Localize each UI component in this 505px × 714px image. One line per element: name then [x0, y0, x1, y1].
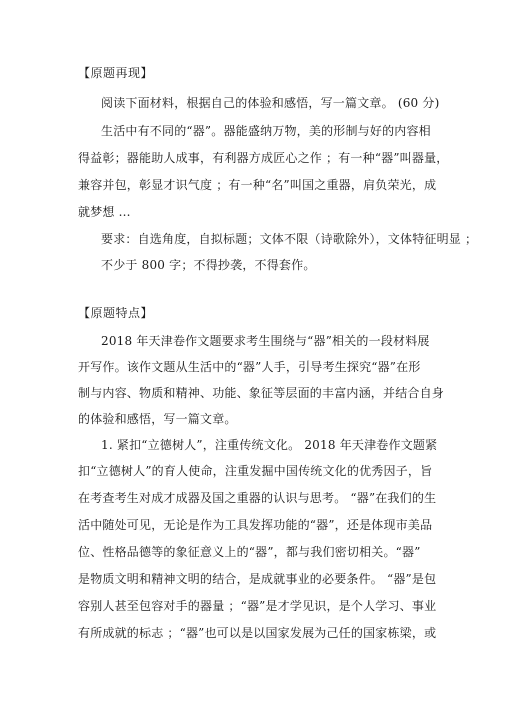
section-heading-question-features: 【原题特点】: [78, 306, 154, 320]
requirement-line-2: 不少于 800 字；不得抄袭，不得套作。: [101, 258, 316, 272]
analysis-line-4: 的体验和感悟，写一篇文章。: [78, 412, 237, 426]
analysis-line-8: 活中随处可见，无论是作为工具发挥功能的“器”，还是体现市美品: [78, 518, 433, 532]
analysis-line-1: 2018 年天津卷作文题要求考生围绕与“器”相关的一段材料展: [101, 334, 430, 348]
section-heading-original-question: 【原题再现】: [78, 66, 154, 80]
prompt-line-3: 得益彰；器能助人成事，有利器方成匠心之作 ；有一种“器”叫器量，: [78, 151, 449, 165]
requirement-line-1: 要求：自选角度，自拟标题；文体不限（诗歌除外），文体特征明显 ；: [101, 232, 478, 246]
prompt-line-4: 兼容并包，彰显才识气度 ；有一种“名”叫国之重器，肩负荣光，成: [78, 178, 437, 192]
analysis-line-7: 在考查考生对成才成器及国之重器的认识与思考。 “器”在我们的生: [78, 491, 437, 505]
analysis-line-6: 扣“立德树人”的育人使命，注重发掘中国传统文化的优秀因子，旨: [78, 464, 433, 478]
prompt-line-5: 就梦想 ...: [78, 205, 131, 219]
analysis-line-11: 容别人甚至包容对手的器量 ；“器”是才学见识，是个人学习、事业: [78, 599, 437, 613]
analysis-line-10: 是物质文明和精神文明的结合，是成就事业的必要条件。 “器”是包: [78, 572, 437, 586]
analysis-line-5: 1. 紧扣“立德树人”，注重传统文化。 2018 年天津卷作文题紧: [101, 438, 438, 452]
analysis-line-12: 有所成就的标志 ；“器”也可以是以国家发展为己任的国家栋梁，或: [78, 626, 437, 640]
prompt-line-2: 生活中有不同的“器”。器能盛纳万物，美的形制与好的内容相: [101, 124, 431, 138]
analysis-line-3: 制与内容、物质和精神、功能、象征等层面的丰富内涵，并结合自身: [78, 386, 445, 400]
analysis-line-9: 位、性格品德等的象征意义上的“器”，都与我们密切相关。“器”: [78, 545, 421, 559]
analysis-line-2: 开写作。该作文题从生活中的“器”人手，引导考生探究“器”在形: [78, 360, 421, 374]
prompt-line-1: 阅读下面材料，根据自己的体验和感悟，写一篇文章。 (60 分): [101, 96, 440, 110]
